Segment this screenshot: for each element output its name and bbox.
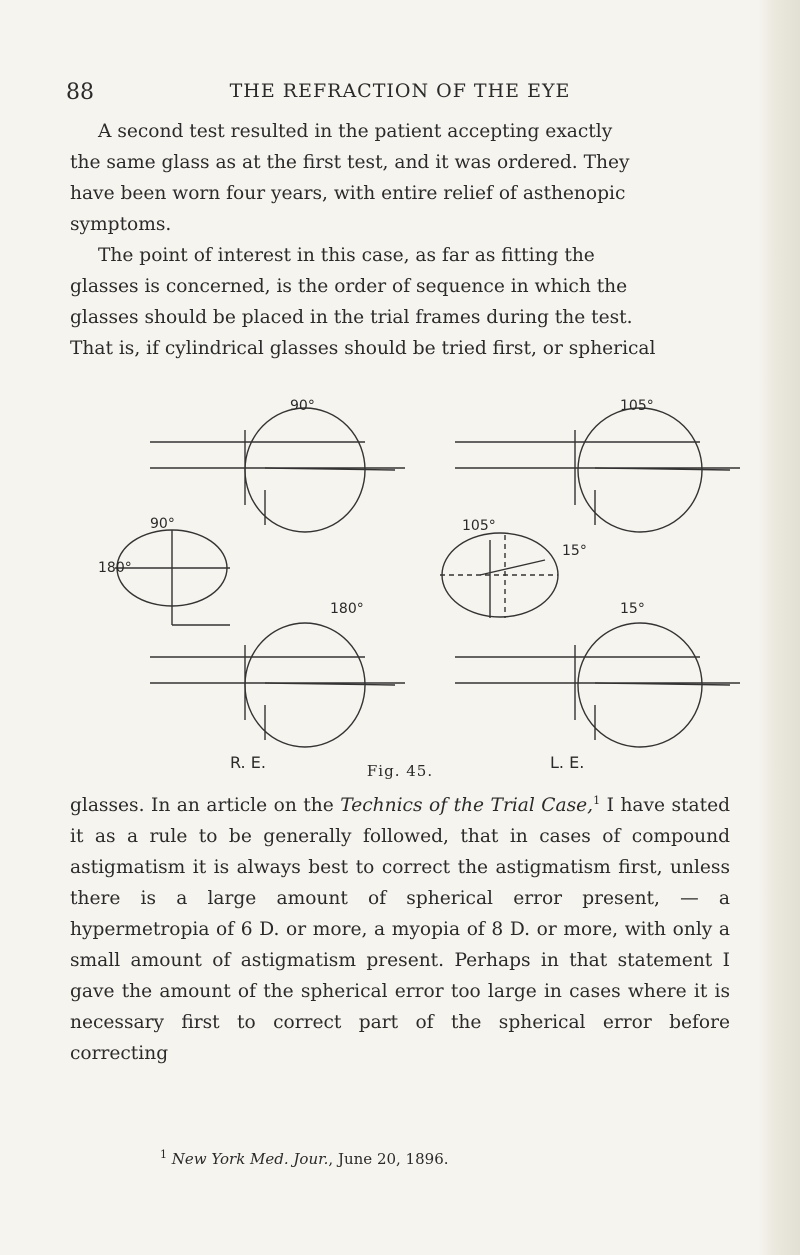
page-number: 88 (66, 80, 94, 105)
footnote-marker: 1 (160, 1148, 167, 1161)
label-le-top: 105° (620, 398, 654, 414)
p2-before-title: glasses. In an article on the (70, 795, 341, 816)
re-small-lens (115, 530, 230, 625)
re-lower-lens (150, 623, 405, 747)
p2-after-title: I have stated it as a rule to be generally followed, that in cases of compound astigmatism it is always best to correct the astigmatism first, unless there is a large amount of spherical error present, — a hypermetropia of 6 D. or more, a myopia of 8 D. or more, with only a small amount of astigmatism present. Perhaps in that statement I gave the amount of the spherical error too large in cases where it is necessary first to correct part of the spherical error before correcting (70, 795, 731, 1064)
p1b-line-4: That is, if cylindrical glasses should be tried first, or spherical (70, 338, 656, 359)
le-small-lens (440, 533, 558, 618)
label-re-small-left: 180° (98, 560, 132, 576)
page-edge-shadow (758, 0, 800, 1255)
p2-article-title: Technics of the Trial Case, (340, 795, 594, 816)
label-le-small-right: 15° (562, 543, 587, 559)
paragraph-2 (70, 790, 730, 1069)
label-re-top: 90° (290, 398, 315, 414)
paragraph-1 (70, 116, 730, 364)
running-head: THE REFRACTION OF THE EYE (229, 80, 571, 102)
label-le-small-top: 105° (462, 518, 496, 534)
label-right-eye: R. E. (230, 753, 266, 772)
p1b-line-1: The point of interest in this case, as far as fitting the (98, 245, 595, 266)
le-upper-lens (455, 408, 740, 532)
p1b-line-3: glasses should be placed in the trial frames during the test. (70, 307, 633, 328)
figure-caption: Fig. 45. (366, 762, 434, 780)
label-le-bottom: 15° (620, 601, 645, 617)
p2-footnote-ref: 1 (593, 793, 601, 807)
p1-line-4: symptoms. (70, 214, 172, 235)
p1-line-3: have been worn four years, with entire relief of asthenopic (70, 183, 626, 204)
p1-line-2: the same glass as at the first test, and it was ordered. They (70, 152, 630, 173)
label-left-eye: L. E. (550, 753, 585, 772)
footnote-journal: New York Med. Jour. (171, 1150, 329, 1168)
footnote-date: , June 20, 1896. (328, 1150, 449, 1168)
p1-line-1: A second test resulted in the patient accepting exactly (98, 121, 613, 142)
p1b-line-2: glasses is concerned, is the order of sequence in which the (70, 276, 628, 297)
footnote (160, 1150, 449, 1168)
label-re-bottom: 180° (330, 601, 364, 617)
label-re-small-top: 90° (150, 516, 175, 532)
re-upper-lens (150, 408, 405, 532)
le-lower-lens (455, 623, 740, 747)
